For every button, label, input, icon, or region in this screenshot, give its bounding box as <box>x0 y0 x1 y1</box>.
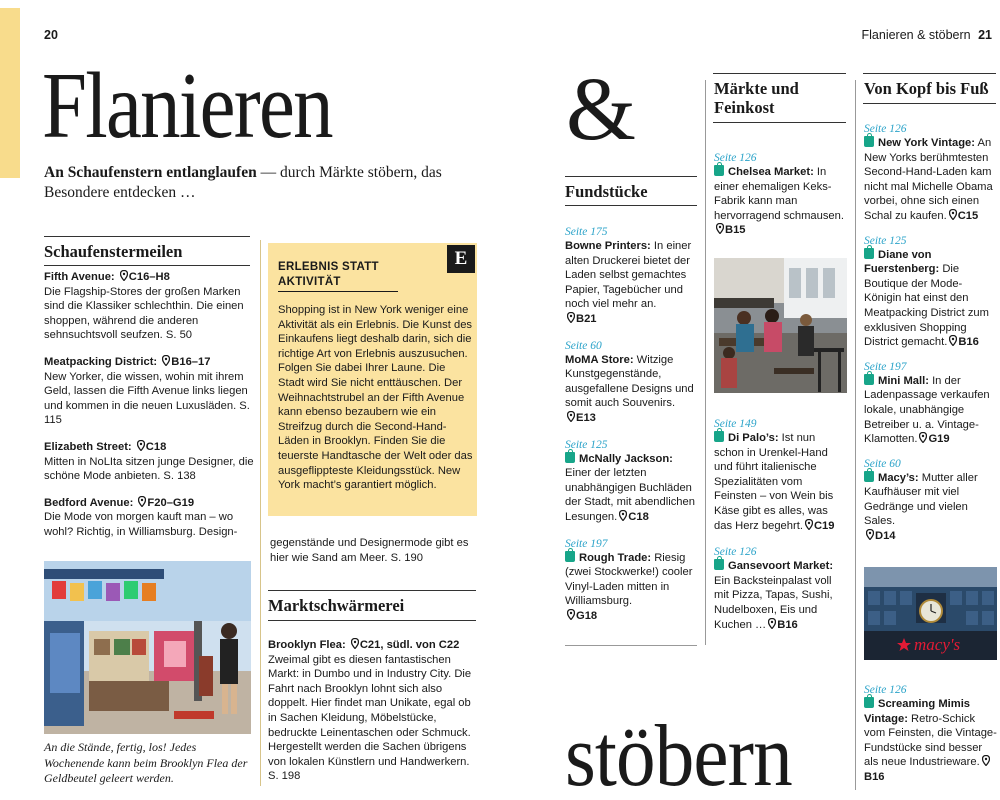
entry-text: Mutter aller Kaufhäuser mit viel Gedränge und vielen Sales. <box>864 471 978 528</box>
page-ref: Seite 126 <box>714 152 757 164</box>
page-ref: Seite 60 <box>565 339 602 352</box>
heading-marktschwaermerei: Marktschwärmerei <box>268 596 405 615</box>
erlebnis-badge <box>447 245 475 273</box>
shopping-bag-icon <box>714 431 724 442</box>
fundstuecke-entries <box>565 225 699 635</box>
map-pin-icon <box>567 411 575 422</box>
entry-text: In einer ehemaligen Keks-Fabrik kann man hervorragend schmausen. <box>714 166 844 222</box>
maerkte-entry-1 <box>714 151 848 238</box>
page-ref: Seite 125 <box>864 234 907 247</box>
map-pin-icon <box>567 312 575 323</box>
rule-kopf-bottom <box>863 103 996 104</box>
entry-macys <box>864 457 997 544</box>
page-ref: Seite 197 <box>565 537 608 550</box>
entry-grid: C18 <box>628 510 649 523</box>
rule-markt-bottom <box>268 620 476 621</box>
entry-grid: B15 <box>725 224 746 237</box>
heading-kopf: Von Kopf bis Fuß <box>864 79 989 98</box>
left-page-number: 20 <box>44 28 58 42</box>
entry-name: Elizabeth Street: <box>44 440 132 453</box>
map-pin-icon <box>120 270 128 281</box>
entry-elizabeth-street <box>44 440 254 484</box>
map-pin-icon <box>919 432 927 443</box>
entry-grid: G19 <box>928 433 950 446</box>
column-divider <box>260 240 261 786</box>
map-pin-icon <box>949 335 957 346</box>
entry-text: Witzige Kunstgegenstände, ausgefallene Designs und somit auch Souvenirs. <box>565 353 694 410</box>
rule-schaufenster-bottom <box>44 265 250 266</box>
rule-maerkte-bottom <box>713 122 846 123</box>
lede <box>44 163 444 203</box>
shopping-bag-icon <box>864 471 874 482</box>
erlebnis-continuation: gegenstände und Designermode gibt es hier wie Sand am Meer. S. 190 <box>270 537 469 564</box>
erlebnis-heading <box>278 260 398 292</box>
lede-bold: An Schaufenstern entlanglaufen <box>44 164 257 181</box>
entry-text: Ist nun schon in Urenkel-Hand und führt italienische Spezialitäten vom Feinsten – von Wein bis Käse gibt es alles, was das Herz begehrt. <box>714 432 834 532</box>
heading-schaufenstermeilen: Schaufenstermeilen <box>44 242 183 261</box>
chelsea-market-photo <box>714 258 847 393</box>
entry-name: Screaming Mimis Vintage: <box>864 698 971 725</box>
right-page-number: 21 <box>978 28 992 42</box>
map-pin-icon <box>567 609 575 620</box>
right-page-header <box>862 28 992 43</box>
flea-market-photo <box>44 561 251 734</box>
map-pin-icon <box>351 638 359 649</box>
entry-grid: D14 <box>875 530 896 543</box>
entry-text: Retro-Schick vom Feinsten, die Vintage-Fundstücke sind besser als neue Industrieware. <box>864 712 997 769</box>
entry-brooklyn-flea <box>268 638 478 784</box>
entry-name: Meatpacking District: <box>44 355 158 368</box>
entry-bowne-printers <box>565 225 699 327</box>
entry-new-york-vintage <box>864 122 997 224</box>
schaufenster-entries <box>44 270 254 552</box>
kopf-entries <box>864 122 997 556</box>
macys-photo <box>864 567 997 660</box>
entry-mcnally-jackson <box>565 438 699 525</box>
heading-fundstuecke: Fundstücke <box>565 182 648 201</box>
entry-di-palos <box>714 417 848 533</box>
rule-schaufenster-top <box>44 236 250 237</box>
entry-name: MoMA Store: <box>565 353 634 366</box>
shopping-bag-icon <box>864 248 874 259</box>
map-pin-icon <box>866 529 874 540</box>
rule-kopf-top <box>863 73 996 74</box>
entry-grid: B16–17 <box>171 355 211 368</box>
entry-name: Fifth Avenue: <box>44 271 115 283</box>
shopping-bag-icon <box>864 697 874 708</box>
map-pin-icon <box>949 209 957 220</box>
entry-name: Gansevoort Market: <box>728 560 834 573</box>
entry-grid: G18 <box>576 609 598 622</box>
entry-bedford-avenue <box>44 496 254 540</box>
page-ref: Seite 197 <box>864 360 907 373</box>
right-header-text: Flanieren & stöbern <box>861 28 971 42</box>
entry-name: McNally Jackson: <box>579 452 673 465</box>
shopping-bag-icon <box>565 551 575 562</box>
photo-caption: An die Stände, fertig, los! Jedes Wochenende kann beim Brooklyn Flea der Geldbeutel geleert werden. <box>44 740 248 785</box>
entry-grid: C19 <box>813 519 835 532</box>
entry-name: Bedford Avenue: <box>44 496 134 509</box>
shopping-bag-icon <box>714 559 724 570</box>
entry-text: Zweimal gibt es diesen fantastischen Markt: in Dumbo und in Industry City. Die Fahrt nach Brooklyn lohnt sich also doppelt. Hier findet man Unikate, egal ob in Sachen Kleidung, Möbelstücke, bedruckte Leinentaschen oder Schmuck. Hergestellt werden die Sachen übrigens von lokalen Künstlern und Handwerkern. S. 198 <box>268 653 472 783</box>
rule-fund-end <box>565 645 697 646</box>
macys-sign-text: macy's <box>914 635 961 654</box>
page-ref: Seite 175 <box>565 226 608 238</box>
entry-name: Macy’s: <box>878 471 919 484</box>
entry-text: Einer der letzten unabhängigen Buchläden der Stadt, mit abendlichen Lesungen. <box>565 467 695 523</box>
entry-text: An New Yorks berühmtesten Second-Hand-Laden kam nicht mal Michelle Obama vorbei, ohne sich einen Schal zu kaufen. <box>864 137 993 222</box>
page-ref: Seite 126 <box>714 546 757 559</box>
entry-text: Mitten in NoLIta sitzen junge Designer, die schöne Mode anbieten. S. 138 <box>44 455 254 483</box>
entry-grid: B16 <box>958 336 979 349</box>
shopping-bag-icon <box>864 136 874 147</box>
entry-name: Di Palo’s: <box>728 432 779 444</box>
map-pin-icon <box>716 223 724 234</box>
entry-text: Die Flagship-Stores der großen Marken sind die Klassiker schlechthin. Die einen shoppen, während die anderen sehnsuchtsvoll seufzen. S. 50 <box>44 285 244 342</box>
map-pin-icon <box>768 618 776 629</box>
map-pin-icon <box>137 440 145 451</box>
entry-text: Riesig (zwei Stockwerke!) cooler Vinyl-Laden mitten in Williamsburg. <box>565 551 693 608</box>
title-ampersand: & <box>566 60 637 159</box>
map-pin-icon <box>162 355 170 366</box>
entry-grid: F20–G19 <box>147 496 195 509</box>
entry-rough-trade <box>565 537 699 624</box>
entry-text: In einer alten Druckerei bietet der Laden selbst gemachtes Papier, Tagebücher und noch viel mehr an. <box>565 240 692 311</box>
page-ref: Seite 126 <box>864 684 907 696</box>
entry-text: New Yorker, die wissen, wohin mit ihrem Geld, lassen die Fifth Avenue links liegen und kommen in die neuen Luxusläden. S. 115 <box>44 370 250 427</box>
erlebnis-text: Shopping ist in New York weniger eine Aktivität als ein Erlebnis. Die Kunst des Einkaufens liegt deshalb darin, sich die richtige Art von Erlebnis auszusuchen. Folgen Sie dabei Ihrer Laune. Die Stadt wird Sie nicht enttäuschen. Der Weihnachtstrubel an der Fifth Avenue kann ebenso bezaubern wie ein Streifzug durch die Second-Hand-Läden in Brooklyn. Finden Sie die teuerste Handtasche der Welt oder das ausgeflippteste Kleidungsstück. New York macht’s garantiert möglich. <box>278 304 473 492</box>
entry-diane-von-fuerstenberg <box>864 234 997 350</box>
title-stoebern: stöbern <box>565 708 792 800</box>
map-pin-icon <box>619 510 627 521</box>
entry-grid: C15 <box>957 209 979 222</box>
page-ref: Seite 125 <box>565 438 608 451</box>
entry-name: Chelsea Market: <box>728 166 814 178</box>
entry-grid: C18 <box>145 440 167 453</box>
rule-fund-bottom <box>565 205 697 206</box>
entry-moma-store <box>565 339 699 426</box>
entry-name: Bowne Printers: <box>565 240 651 252</box>
entry-name: Brooklyn Flea: <box>268 639 346 651</box>
page-edge-tab <box>0 8 20 178</box>
heading-maerkte: Märkte und Feinkost <box>714 79 799 117</box>
shopping-bag-icon <box>565 452 575 463</box>
entry-name: Diane von Fuerstenberg: <box>864 248 940 276</box>
shopping-bag-icon <box>864 374 874 385</box>
map-pin-icon <box>138 496 146 507</box>
rule-fund-top <box>565 176 697 177</box>
entry-grid: B21 <box>576 312 597 325</box>
lede-rest: — durch Märkte stöbern, das Besondere entdecken … <box>44 164 442 201</box>
entry-grid: C16–H8 <box>128 271 170 283</box>
entry-text: Die Mode von morgen kauft man – wo wohl? Richtig, in Williamsburg. Design- <box>44 511 238 538</box>
title-flanieren: Flanieren <box>42 54 332 158</box>
entry-grid: B16 <box>864 770 885 783</box>
entry-grid: B16 <box>777 618 798 631</box>
maerkte-entries-lower <box>714 417 848 644</box>
map-pin-icon <box>982 755 990 766</box>
map-pin-icon <box>805 519 813 530</box>
entry-grid: E13 <box>576 411 596 424</box>
entry-grid: C21, südl. von C22 <box>359 639 460 651</box>
page-ref: Seite 60 <box>864 457 901 470</box>
page-ref: Seite 126 <box>864 123 907 135</box>
entry-name: Rough Trade: <box>579 551 652 564</box>
entry-fifth-avenue <box>44 270 254 343</box>
entry-text: Ein Backsteinpalast voll mit Pizza, Tapas, Sushi, Nudelboxen, Eis und Kuchen … <box>714 574 833 631</box>
entry-meatpacking <box>44 355 254 428</box>
entry-text: In der Ladenpassage verkaufen lokale, unabhängige Betreiber u. a. Vintage-Klamotten. <box>864 374 990 446</box>
column-divider-2 <box>705 80 706 645</box>
page-ref: Seite 149 <box>714 418 757 430</box>
erlebnis-box <box>268 243 477 516</box>
erlebnis-heading-text: ERLEBNIS STATT AKTIVITÄT <box>278 261 379 288</box>
entry-mini-mall <box>864 360 997 447</box>
entry-gansevoort <box>714 545 848 632</box>
column-divider-3 <box>855 80 856 790</box>
entry-screaming-mimis <box>864 683 997 785</box>
rule-markt-top <box>268 590 476 591</box>
entry-name: New York Vintage: <box>878 137 975 149</box>
entry-text: Die Boutique der Mode-Königin hat einst den Meatpacking District zum exklusiven Shopping District gemacht. <box>864 263 989 349</box>
entry-name: Mini Mall: <box>878 374 929 387</box>
badge-letter: E <box>454 248 468 269</box>
rule-maerkte-top <box>713 73 846 74</box>
shopping-bag-icon <box>714 165 724 176</box>
